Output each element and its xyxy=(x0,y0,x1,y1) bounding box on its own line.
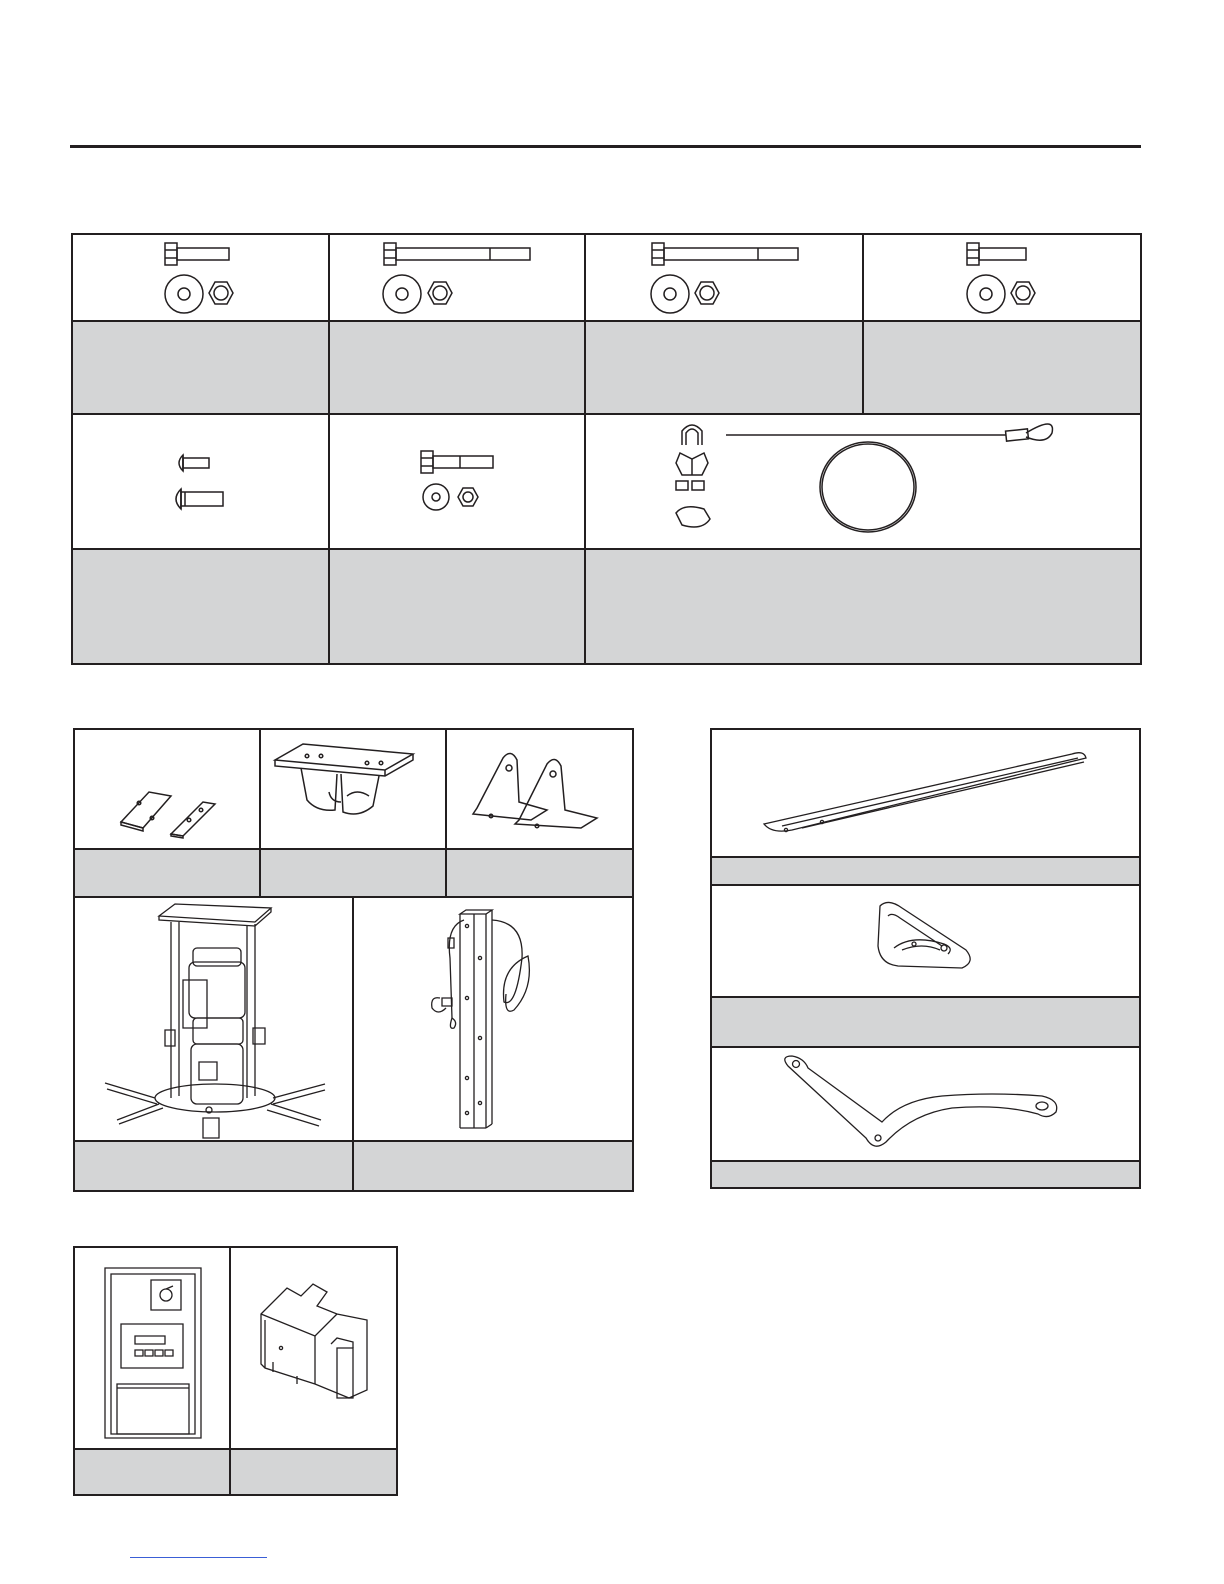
long-hex-bolt-washer-nut-icon xyxy=(330,235,584,320)
parts-right-item-3 xyxy=(712,1048,1139,1160)
drive-unit-icon xyxy=(75,898,352,1140)
cable-shackle-clamp-kit-icon xyxy=(586,415,1140,548)
control-box-icon xyxy=(75,1248,229,1448)
arm-link-icon xyxy=(712,1048,1139,1160)
hardware-item-5 xyxy=(73,415,328,548)
trolley-icon xyxy=(712,886,1139,996)
hex-bolt-washer-nut-icon xyxy=(73,235,328,320)
long-hex-bolt-washer-nut-icon xyxy=(586,235,862,320)
hardware-item-1 xyxy=(73,235,328,320)
parts-left-item-5 xyxy=(354,898,632,1140)
parts-left-item-2 xyxy=(261,730,445,848)
parts-bottom-item-1 xyxy=(75,1248,229,1448)
motor-bracket-icon xyxy=(261,730,445,848)
block-housing-icon xyxy=(231,1248,396,1448)
short-hex-bolt-washer-nut-icon xyxy=(864,235,1140,320)
support-brackets-icon xyxy=(447,730,632,848)
post-with-cable-icon xyxy=(354,898,632,1140)
hardware-item-3 xyxy=(586,235,862,320)
parts-left-item-4 xyxy=(75,898,352,1140)
parts-left-item-1 xyxy=(75,730,259,848)
footer-link-underline xyxy=(130,1557,267,1558)
parts-right-item-1 xyxy=(712,730,1139,856)
hardware-item-2 xyxy=(330,235,584,320)
parts-bottom-item-2 xyxy=(231,1248,396,1448)
hex-bolt-washer-nut-icon xyxy=(330,415,584,548)
carriage-bolts-icon xyxy=(73,415,328,548)
parts-left-item-3 xyxy=(447,730,632,848)
beam-rail-icon xyxy=(712,730,1139,856)
hardware-item-4 xyxy=(864,235,1140,320)
hardware-item-7 xyxy=(586,415,1140,548)
hardware-item-6 xyxy=(330,415,584,548)
mounting-plates-icon xyxy=(75,730,259,848)
header-rule xyxy=(70,145,1141,148)
page-title xyxy=(70,100,1141,130)
parts-right-item-2 xyxy=(712,886,1139,996)
